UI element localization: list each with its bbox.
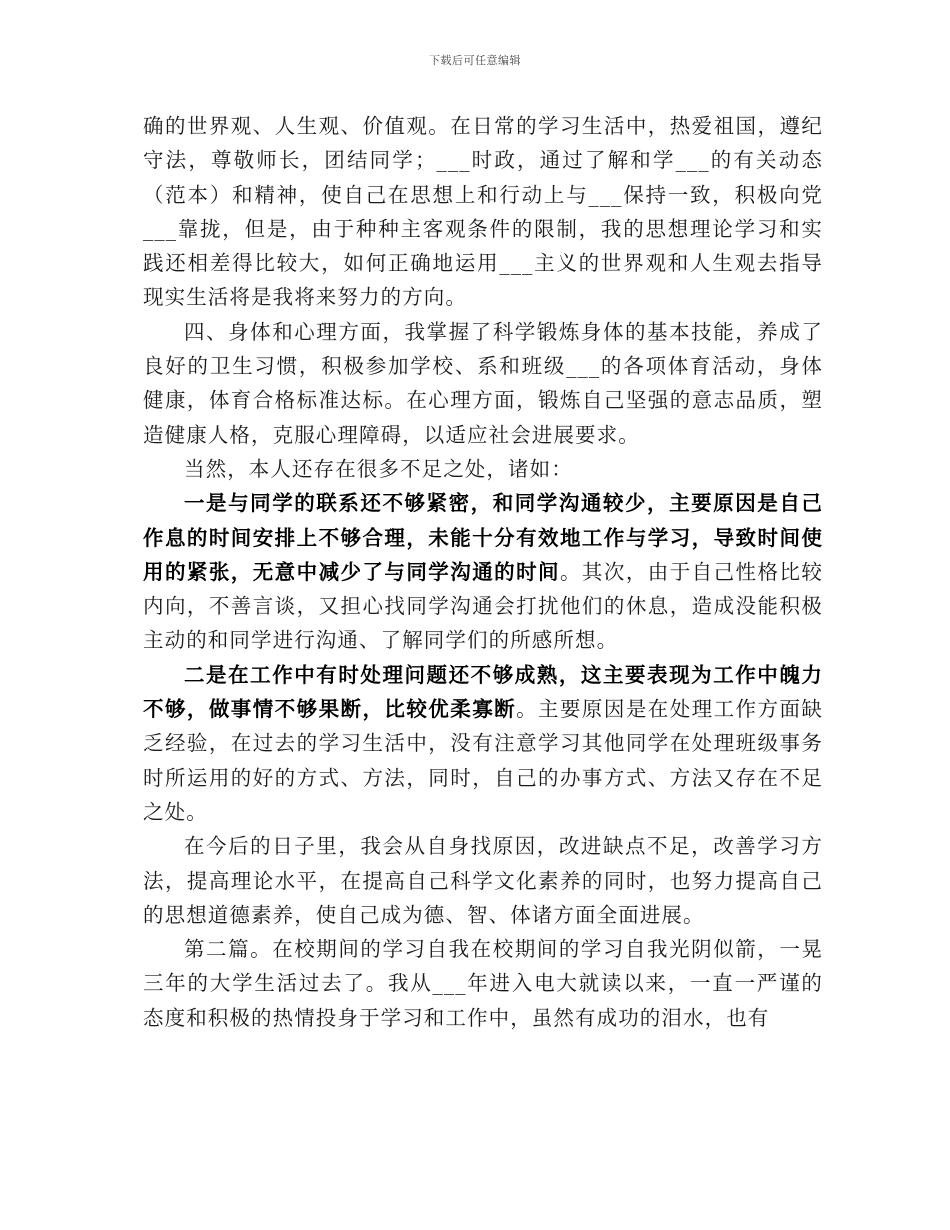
paragraph-shortcoming-one [143,486,823,657]
paragraph-body-and-mind: 四、身体和心理方面，我掌握了科学锻炼身体的基本技能，养成了良好的卫生习惯，积极参加学校、系和班级___的各项体育活动，身体健康，体育合格标准达标。在心理方面，锻炼自己坚强的意志品质，塑造健康人格，克服心理障碍，以适应社会进展要求。 [143,319,823,447]
paragraph-shortcoming-two [143,658,823,829]
page-header: 下载后可任意编辑 [429,54,521,67]
shortcoming-two-heading: 二是在工作中有时处理问题还不够成熟，这主要表现为工作中魄力不够，做事情不够果断，比较优柔寡断 [143,662,823,722]
paragraph-future-plan: 在今后的日子里，我会从自身找原因，改进缺点不足，改善学习方法，提高理论水平，在提高自己科学文化素养的同时，也努力提高自己的思想道德素养，使自己成为德、智、体诸方面全面进展。 [143,834,823,927]
shortcoming-one-heading: 一是与同学的联系还不够紧密，和同学沟通较少，主要原因是自己作息的时间安排上不够合理，未能十分有效地工作与学习，导致时间使用的紧张，无意中减少了与同学沟通的时间 [143,491,823,584]
document-body [143,109,823,1035]
paragraph-second-article: 第二篇。在校期间的学习自我在校期间的学习自我光阴似箭，一晃三年的大学生活过去了。我从___年进入电大就读以来，一直一严谨的态度和积极的热情投身于学习和工作中，虽然有成功的泪水，也有 [143,937,823,1030]
shortcoming-two-detail: 。主要原因是在处理工作方面缺乏经验，在过去的学习生活中，没有注意学习其他同学在处理班级事务时所运用的好的方式、方法，同时，自己的办事方式、方法又存在不足之处。 [143,697,823,824]
paragraph-shortcomings-intro: 当然，本人还存在很多不足之处，诸如： [184,456,573,481]
shortcoming-one-detail: 。其次，由于自己性格比较内向，不善言谈，又担心找同学沟通会打扰他们的休息，造成没能积极主动的和同学进行沟通、了解同学们的所感所想。 [143,559,823,653]
paragraph-worldview: 确的世界观、人生观、价值观。在日常的学习生活中，热爱祖国，遵纪守法，尊敬师长，团结同学；___时政，通过了解和学___的有关动态（范本）和精神，使自己在思想上和行动上与___保持一致，积极向党___靠拢，但是，由于种种主客观条件的限制，我的思想理论学习和实践还相差得比较大，如何正确地运用___主义的世界观和人生观去指导现实生活将是我将来努力的方向。 [143,114,823,310]
